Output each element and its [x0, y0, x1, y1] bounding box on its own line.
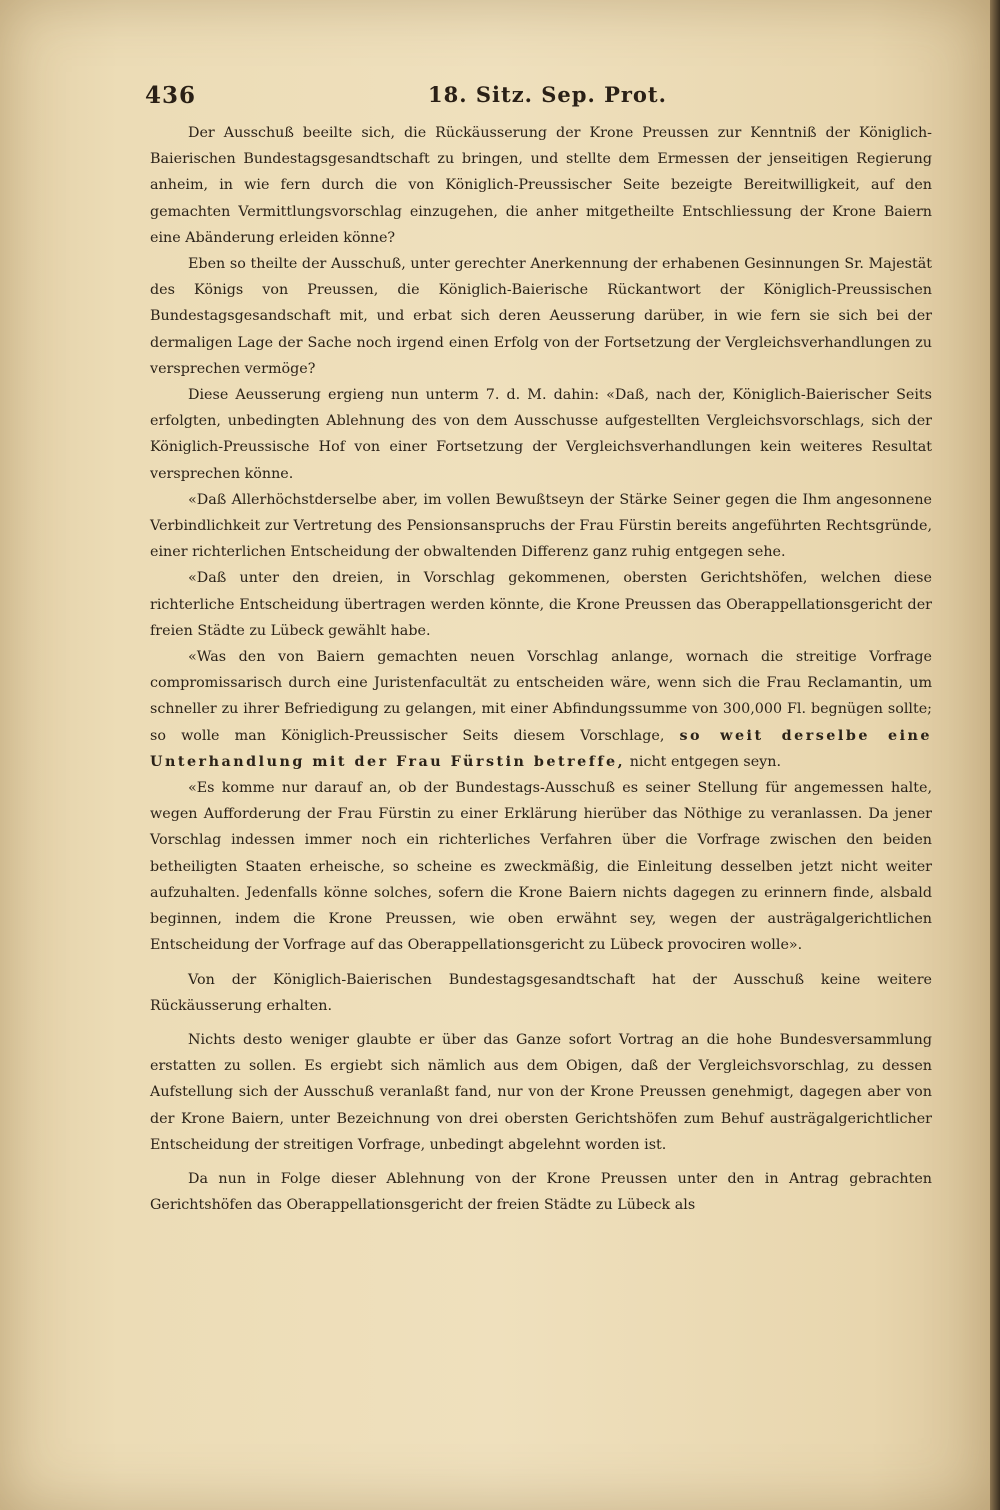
page-body-text	[150, 120, 932, 1218]
paragraph-3: Diese Aeusserung ergieng nun unterm 7. d. M. dahin: «Daß, nach der, Königlich-Baierischer Seits erfolgten, unbedingten Ablehnung des von dem Ausschusse aufgestellten Vergleichsvorschlags, sich der Königlich-Preussische Hof von einer Fortsetzung der Vergleichsverhandlungen kein weiteres Resultat versprechen könne.	[150, 387, 932, 482]
paragraph-10: Da nun in Folge dieser Ablehnung von der Krone Preussen unter den in Antrag gebrachten Gerichtshöfen das Oberappellationsgericht der freien Städte zu Lübeck als	[150, 1170, 932, 1214]
paragraph-7: «Es komme nur darauf an, ob der Bundestags-Ausschuß es seiner Stellung für angemessen halte, wegen Aufforderung der Frau Fürstin zu einer Erklärung hierüber das Nöthige zu veranlassen. Da jener Vorschlag indessen immer noch ein richterliches Verfahren über die Vorfrage zwischen den beiden betheiligten Staaten erheische, so scheine es zweckmäßig, die Einleitung desselben jetzt nicht weiter aufzuhalten. Jedenfalls könne solches, sofern die Krone Baiern nichts dagegen zu erinnern finde, alsbald beginnen, indem die Krone Preussen, wie oben erwähnt sey, wegen der austrägalgerichtlichen Entscheidung der Vorfrage auf das Oberappellationsgericht zu Lübeck provociren wolle».	[150, 780, 932, 954]
paragraph-9: Nichts desto weniger glaubte er über das Ganze sofort Vortrag an die hohe Bundesversammlung erstatten zu sollen. Es ergiebt sich nämlich aus dem Obigen, daß der Vergleichsvorschlag, zu dessen Aufstellung sich der Ausschuß veranlaßt fand, nur von der Krone Preussen genehmigt, dagegen aber von der Krone Baiern, unter Bezeichnung von drei obersten Gerichtshöfen zum Behuf austrägalgerichtlicher Entscheidung der streitigen Vorfrage, unbedingt abgelehnt worden ist.	[150, 1031, 932, 1153]
running-title: 18. Sitz. Sep. Prot.	[428, 82, 667, 107]
page-number: 436	[145, 82, 197, 109]
page-header	[145, 82, 935, 114]
paragraph-6: «Was den von Baiern gemachten neuen Vorschlag anlange, wornach die streitige Vorfrage compromissarisch durch eine Juristenfacultät zu entscheiden wäre, wenn sich die Frau Reclamantin, um schneller zu ihrer Befriedigung zu gelangen, mit einer Abfindungssumme von 300,000 Fl. begnügen sollte; so wolle man Königlich-Preussischer Seits diesem Vorschlage, so weit derselbe eine Unterhandlung mit der Frau Fürstin betreffe, nicht entgegen seyn.	[150, 649, 932, 770]
spaced-emphasis: so weit derselbe eine Unterhandlung mit der Frau Fürstin betreffe,	[150, 727, 932, 770]
paragraph-4: «Daß Allerhöchstderselbe aber, im vollen Bewußtseyn der Stärke Seiner gegen die Ihm angesonnene Verbindlichkeit zur Vertretung des Pensionsanspruchs der Frau Fürstin bereits angeführten Rechtsgründe, einer richterlichen Entscheidung der obwaltenden Differenz ganz ruhig entgegen sehe.	[150, 491, 932, 561]
paragraph-2: Eben so theilte der Ausschuß, unter gerechter Anerkennung der erhabenen Gesinnungen Sr. Majestät des Königs von Preussen, die Königlich-Baierische Rückantwort der Königlich-Preussischen Bundestagsgesandschaft mit, und erbat sich deren Aeusserung darüber, in wie fern sie sich bei der dermaligen Lage der Sache noch irgend einen Erfolg von der Fortsetzung der Vergleichsverhandlungen zu versprechen vermöge?	[150, 256, 932, 377]
page-edge	[990, 0, 1000, 1510]
paragraph-1: Der Ausschuß beeilte sich, die Rückäusserung der Krone Preussen zur Kenntniß der Königlich-Baierischen Bundestagsgesandtschaft zu bringen, und stellte dem Ermessen der jenseitigen Regierung anheim, in wie fern durch die von Königlich-Preussischer Seite bezeigte Bereitwilligkeit, auf den gemachten Vermittlungsvorschlag einzugehen, die anher mitgetheilte Entschliessung der Krone Baiern eine Abänderung erleiden könne?	[150, 125, 932, 246]
paragraph-8: Von der Königlich-Baierischen Bundestagsgesandtschaft hat der Ausschuß keine weitere Rückäusserung erhalten.	[150, 971, 932, 1014]
paragraph-5: «Daß unter den dreien, in Vorschlag gekommenen, obersten Gerichtshöfen, welchen diese richterliche Entscheidung übertragen werden könnte, die Krone Preussen das Oberappellationsgericht der freien Städte zu Lübeck gewählt habe.	[150, 570, 932, 639]
